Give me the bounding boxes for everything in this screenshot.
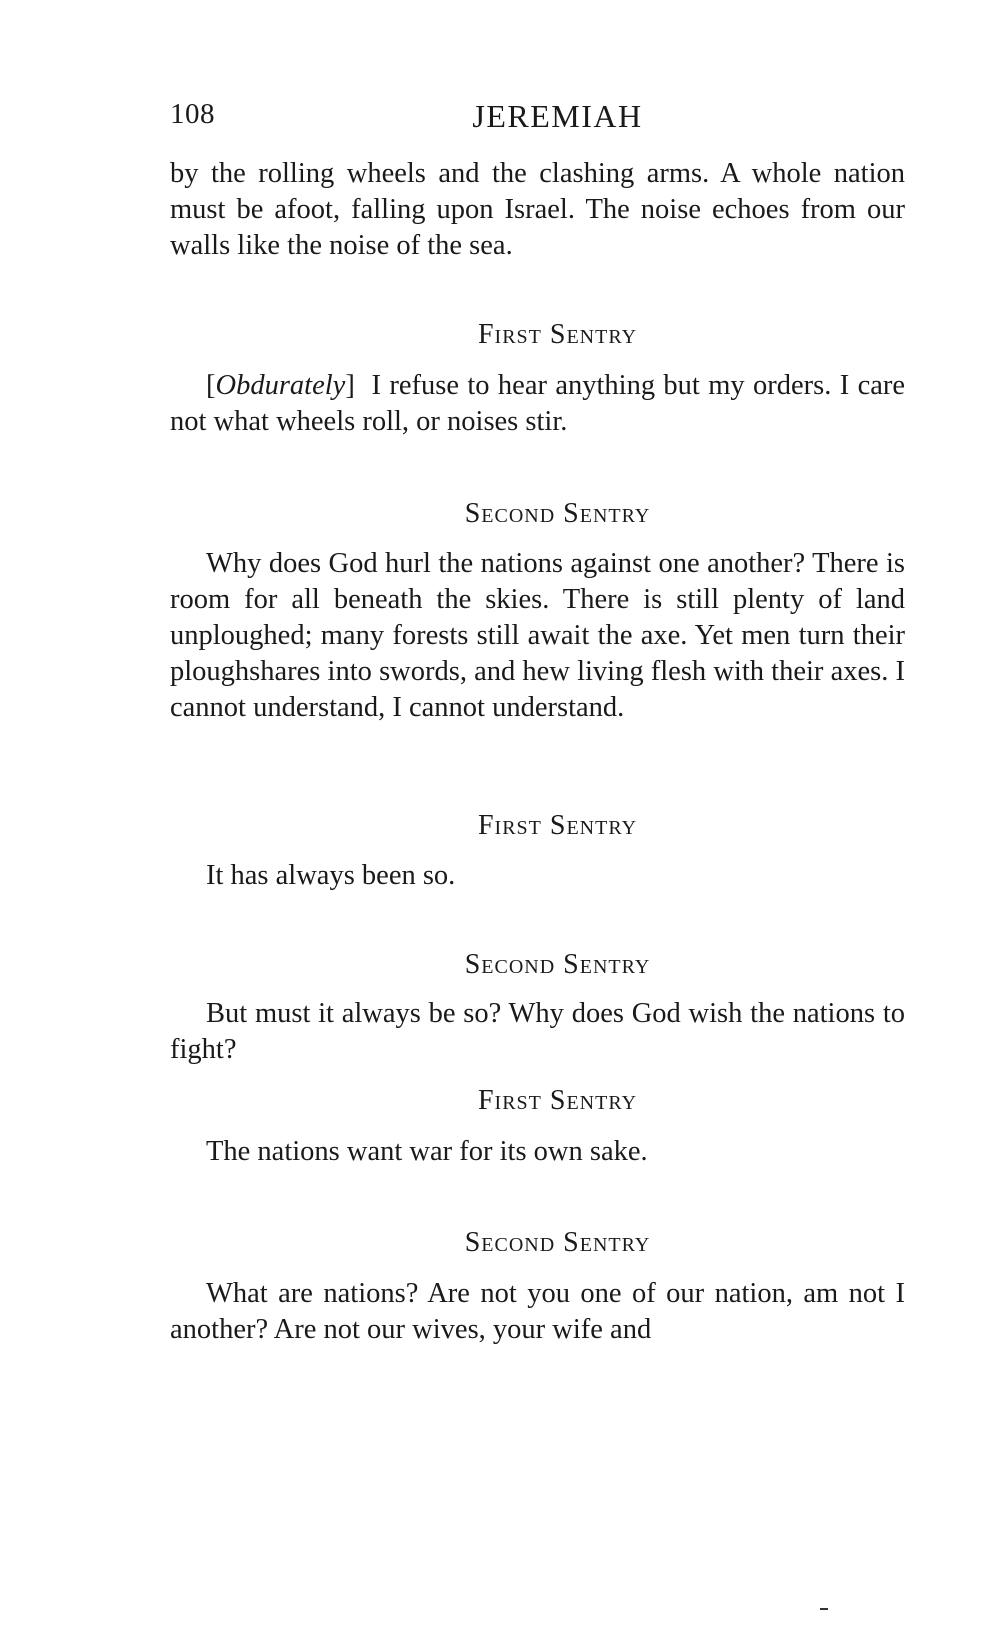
speech-paragraph: The nations want war for its own sake.	[206, 1136, 648, 1167]
speaker-heading: First Sentry	[477, 1085, 638, 1116]
speech-paragraph: Why does God hurl the nations against one another? There is room for all beneath the skies. There is still plenty of land unploughed; many forests still await the axe. Yet men turn their ploughshares into swords, and hew living flesh with their axes. I cannot understand, I cannot understand.	[170, 548, 905, 723]
speech-paragraph: [Obdurately] I refuse to hear anything but my orders. I care not what wheels roll, or noises stir.	[170, 370, 906, 437]
page-number: 108	[170, 98, 215, 130]
running-title: JEREMIAH	[472, 98, 643, 134]
stage-direction: Obdurately	[215, 370, 346, 401]
speaker-heading: First Sentry	[477, 810, 638, 841]
speaker-heading: Second Sentry	[464, 1227, 651, 1258]
speech-paragraph: What are nations? Are not you one of our nation, am not I another? Are not our wives, your wife and	[170, 1278, 905, 1345]
continuation-paragraph: by the rolling wheels and the clashing arms. A whole nation must be afoot, falling upon Israel. The noise echoes from our walls like the noise of the sea.	[170, 158, 905, 261]
speaker-heading: Second Sentry	[464, 949, 651, 980]
speaker-heading: First Sentry	[477, 319, 638, 350]
speech-text: I refuse to hear anything but my orders. I care not what wheels roll, or noises stir.	[170, 370, 906, 437]
speech-paragraph: But must it always be so? Why does God wish the nations to fight?	[170, 998, 905, 1065]
print-mark	[820, 1608, 828, 1610]
speaker-heading: Second Sentry	[464, 498, 651, 529]
page-header	[170, 98, 905, 138]
speech-paragraph: It has always been so.	[206, 860, 456, 891]
